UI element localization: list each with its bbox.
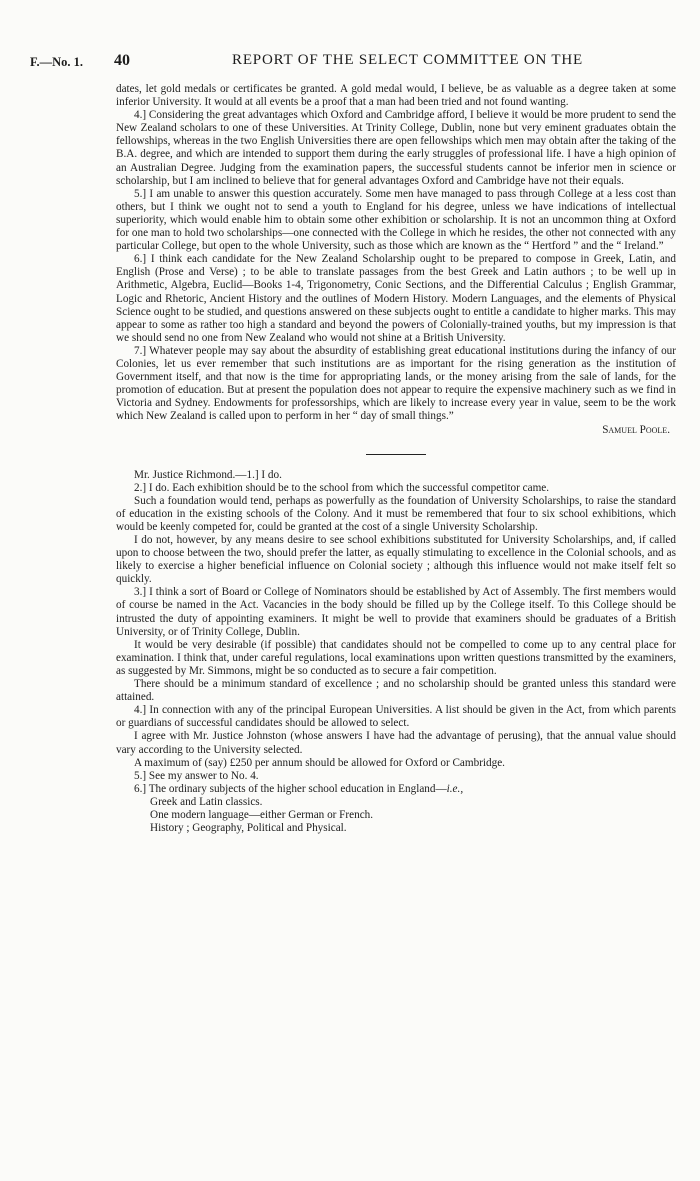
signature-samuel-poole: Samuel Poole. — [602, 424, 670, 437]
page-header — [30, 52, 670, 76]
paragraph-richmond-4b: I agree with Mr. Justice Johnston (whose answers I have had the advantage of perusing), that the annual value should vary according to the University selected. — [116, 730, 676, 756]
page-number: 40 — [114, 52, 130, 69]
paragraph-richmond-3b: It would be very desirable (if possible) that candidates should not be compelled to come up to any central place for examination. I think that, under careful regulations, local examinations upon written questions transmitted by the examiners, as suggested by Mr. Simmons, might be so conducted as to secure a fair competition. — [116, 638, 676, 677]
sheet-reference: F.—No. 1. — [30, 55, 84, 69]
paragraph-richmond-1: Mr. Justice Richmond.—1.] I do. — [134, 468, 282, 481]
answer-6-ie: i.e., — [446, 782, 464, 795]
paragraph-richmond-4: 4.] In connection with any of the principal European Universities. A list should be given in the Act, from which parents or guardians of successful candidates should be allowed to select. — [116, 704, 676, 730]
answer-6-text: 6.] The ordinary subjects of the higher school education in England— — [134, 782, 447, 795]
section-divider — [366, 454, 426, 455]
page-body — [116, 83, 676, 835]
list-item: One modern language—either German or French. — [150, 808, 374, 821]
paragraph-richmond-2: 2.] I do. Each exhibition should be to the school from which the successful competitor came. — [134, 481, 550, 494]
paragraph-richmond-4c: A maximum of (say) £250 per annum should be allowed for Oxford or Cambridge. — [134, 756, 505, 769]
paragraph-answer-5: 5.] I am unable to answer this question accurately. Some men have managed to pass through College at a less cost than others, but I think we ought not to send a youth to England for his degree, unless we have indications of intellectual superiority, which would enable him to obtain some other exhibition or scholarship. It is not an uncommon thing at Oxford for one man to hold two scholarships—one connected with the College in which he resides, the other not connected with any particular College, but open to the whole University, such as those which are known as the “ Hertford ” and the “ Ireland.” — [116, 187, 676, 253]
paragraph-answer-6: 6.] I think each candidate for the New Zealand Scholarship ought to be prepared to compose in Greek, Latin, and English (Prose and Verse) ; to be able to translate passages from the best Greek and Latin authors ; to be well up in Arithmetic, Algebra, Euclid—Books 1-4, Trigonometry, Conic Sections, and the Differential Calculus ; English Grammar, Logic and Rhetoric, Ancient History and the outlines of Modern History. Modern Languages, and the elements of Physical Science ought to be studied, and questions answered on these subjects ought to entitle a candidate to higher marks. This may appear to some as rather too high a standard and beyond the powers of Colonially-trained youths, but my impression is that we should send no one from New Zealand who would not shine at a British University. — [116, 253, 676, 344]
paragraph-richmond-3c: There should be a minimum standard of excellence ; and no scholarship should be granted unless this standard were attained. — [116, 678, 676, 704]
paragraph-richmond-6 — [116, 783, 676, 796]
paragraph-richmond-2b: Such a foundation would tend, perhaps as powerfully as the foundation of University Scholarships, to raise the standard of education in the existing schools of the Colony. And it must be remembered that four to six school exhibitions, which would be keenly competed for, could be granted at the cost of a single University Scholarship. — [116, 494, 676, 533]
paragraph-richmond-5: 5.] See my answer to No. 4. — [134, 769, 259, 782]
paragraph-richmond-3: 3.] I think a sort of Board or College of Nominators should be established by Act of Assembly. The first members would of course be named in the Act. Vacancies in the body should be filled up by the College itself. To this College should be intrusted the duty of appointing examiners. It might be well to provide that examiners should be graduates of a British University, or of Trinity College, Dublin. — [116, 586, 676, 638]
paragraph-answer-7: 7.] Whatever people may say about the absurdity of establishing great educational institutions during the infancy of our Colonies, let us ever remember that such institutions are as important for the rising generation as the institution of Government itself, and that now is the time for appropriating lands, or the money arising from the sale of lands, for the promotion of education. But at present the population does not appear to require the expensive machinery such as we find in Victoria and Sydney. Endowments for professorships, which are likely to increase every year in value, seem to be the work which New Zealand is called upon to perform in her “ day of small things.” — [116, 344, 676, 423]
running-title: REPORT OF THE SELECT COMMITTEE ON THE — [232, 52, 583, 68]
paragraph-continuation: dates, let gold medals or certificates be granted. A gold medal would, I believe, be as valuable as a degree taken at some inferior University. It would at all events be a proof that a man had been tried and not found wanting. — [116, 83, 676, 109]
paragraph-richmond-2c: I do not, however, by any means desire to see school exhibitions substituted for University Scholarships, and, if called upon to choose between the two, should prefer the latter, as equally stimulating to excellence in the Colonial schools, and as likely to exercise a higher beneficial influence on Colonial society ; although this influence would not make itself felt so quickly. — [116, 534, 676, 586]
list-item: Greek and Latin classics. — [150, 795, 263, 808]
list-item: History ; Geography, Political and Physical. — [150, 822, 347, 835]
paragraph-answer-4: 4.] Considering the great advantages which Oxford and Cambridge afford, I believe it would be more prudent to send the New Zealand scholars to one of these Universities. At Trinity College, Dublin, none but very eminent graduates obtain the fellowships, whereas in the two English Universities there are open fellowships which men may obtain after the taking of the B.A. degree, and which are intended to support them during the early struggles of professional life. I have a high opinion of an Australian Degree. Judging from the examination papers, the successful students cannot be inferior men in science or scholarship, but I am inclined to believe that for general advantages Oxford and Cambridge have not their equals. — [116, 109, 676, 187]
